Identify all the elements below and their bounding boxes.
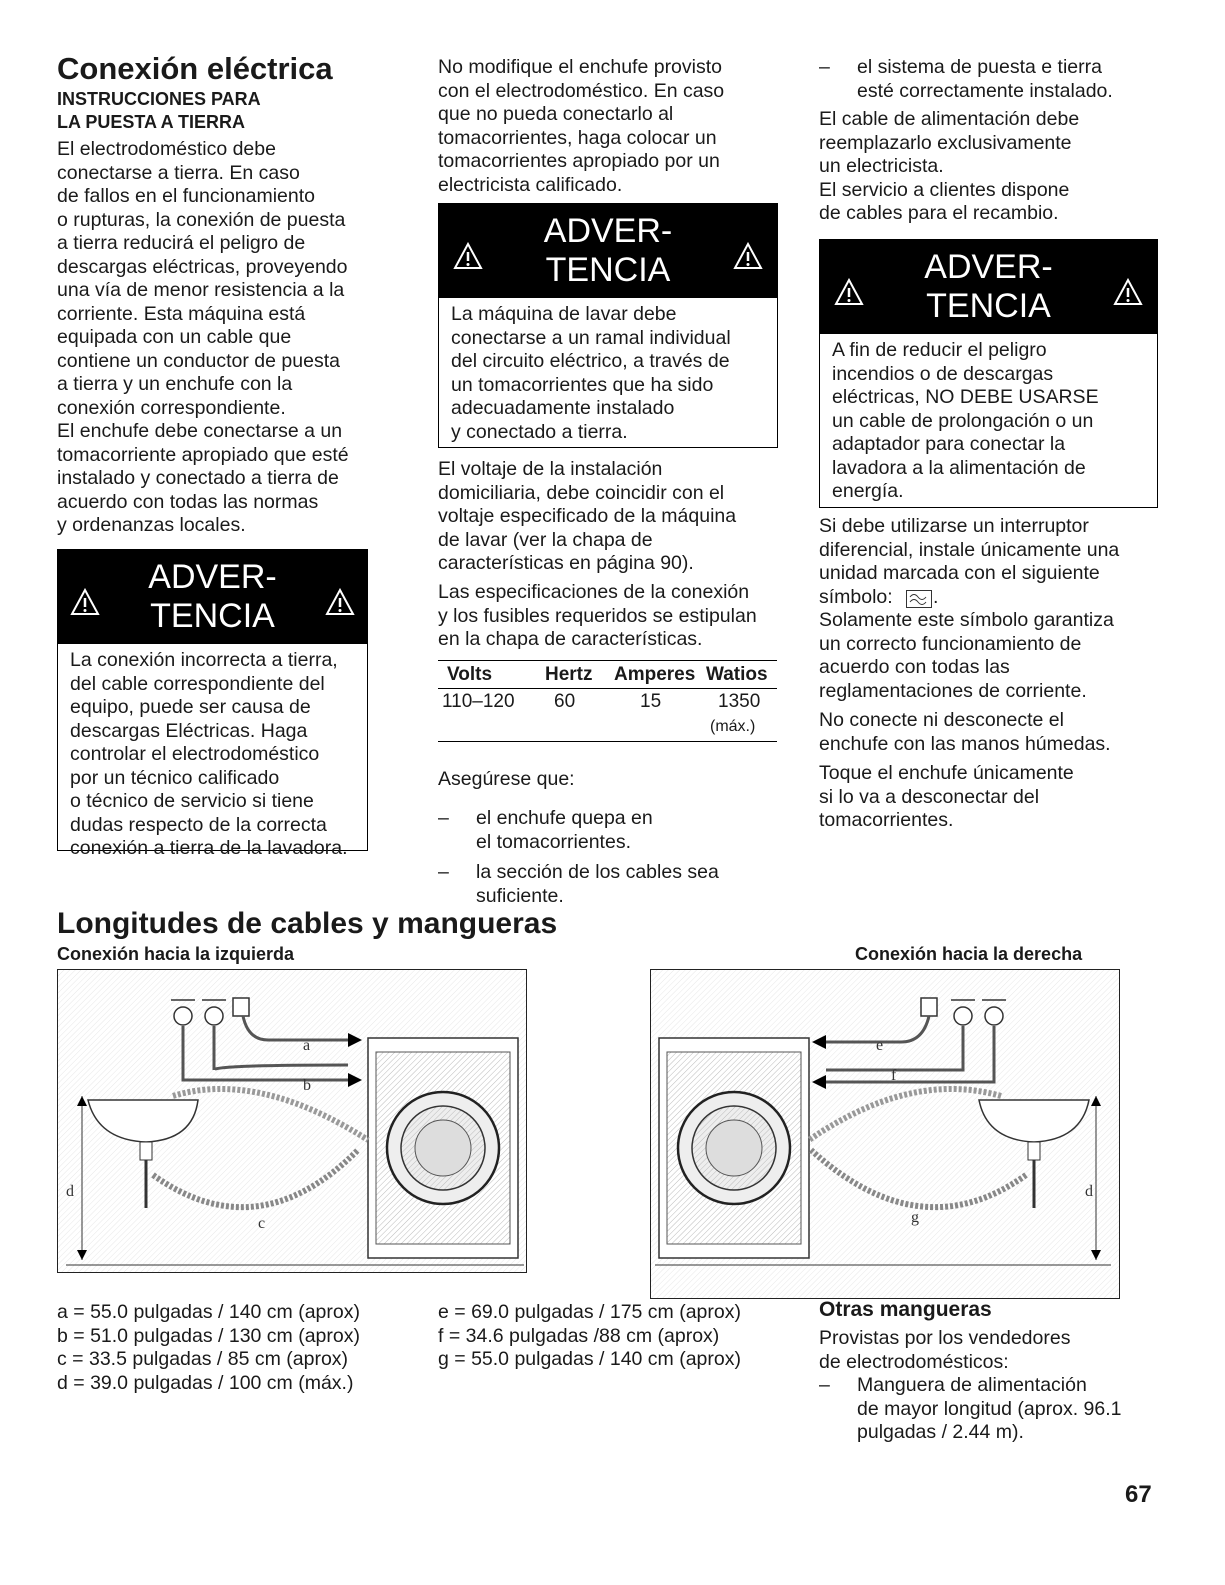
spec-table	[438, 660, 777, 742]
text-line: reemplazarlo exclusivamente	[819, 131, 1072, 154]
warning-line: adecuadamente instalado	[451, 397, 675, 419]
plug-paragraph	[438, 56, 783, 197]
text-line: El voltaje de la instalación	[438, 458, 663, 480]
left-connection-label: Conexión hacia la izquierda	[57, 944, 295, 964]
text-line: El electrodoméstico debe	[57, 138, 276, 160]
text-line: El cable de alimentación debe	[819, 108, 1080, 130]
warning-line: descargas Eléctricas. Haga	[70, 719, 308, 742]
text-line: a tierra y un enchufe con la	[57, 373, 293, 395]
text-line: contiene un conductor de puesta	[57, 349, 340, 372]
text-line: una vía de menor resistencia a la	[57, 279, 345, 301]
text-line: domiciliaria, debe coincidir con el	[438, 481, 725, 504]
specs-paragraph	[438, 581, 783, 652]
bullet-line: el sistema de puesta e tierra	[857, 56, 1102, 78]
warning-text	[820, 334, 1157, 510]
label-c: c	[258, 1215, 266, 1232]
warning-header	[58, 550, 367, 644]
text-line: equipada con un cable que	[57, 326, 292, 348]
section-title-lengths: Longitudes de cables y mangueras	[57, 907, 558, 940]
text-line: Las especificaciones de la conexión	[438, 581, 750, 603]
grounding-bullet	[819, 56, 1159, 103]
rcd-symbol-icon	[906, 590, 932, 608]
warning-title-1: ADVER-	[148, 558, 277, 596]
warning-line: dudas respecto de la correcta	[70, 813, 327, 836]
text-line: y ordenanzas locales.	[57, 514, 246, 536]
right-connection-label: Conexión hacia la derecha	[855, 944, 1083, 964]
bullet-line: Manguera de alimentación	[857, 1374, 1087, 1396]
spec-header-watios: Watios	[706, 664, 768, 685]
warning-header	[439, 204, 777, 298]
bullet-dash: –	[438, 807, 449, 829]
label-d: d	[66, 1183, 74, 1200]
warning-line: adaptador para conectar la	[832, 433, 1066, 455]
warning-text	[439, 298, 777, 450]
text-line: Si debe utilizarse un interruptor	[819, 515, 1089, 537]
spec-hertz: 60	[554, 691, 576, 712]
ensure-label: Asegúrese que:	[438, 768, 575, 790]
text-line: en la chapa de características.	[438, 628, 703, 650]
text-line: de fallos en el funcionamiento	[57, 185, 316, 207]
warning-line: La conexión incorrecta a tierra,	[70, 649, 338, 671]
spec-note: (máx.)	[710, 718, 756, 735]
warning-title-2: TENCIA	[150, 597, 275, 635]
warning-line: conectarse a un ramal individual	[451, 326, 731, 349]
text-line: de cables para el recambio.	[819, 202, 1059, 224]
warning-line: y conectado a tierra.	[451, 420, 628, 443]
text-line: de electrodomésticos:	[819, 1350, 1009, 1373]
bullet-item	[438, 861, 783, 908]
text-line: acuerdo con todas las normas	[57, 490, 319, 513]
bullet-dash: –	[438, 861, 449, 883]
text-line: de lavar (ver la chapa de	[438, 528, 653, 551]
label-g: g	[911, 1209, 919, 1226]
warning-line: conexión a tierra de la lavadora.	[70, 837, 348, 859]
warning-box-2	[438, 203, 778, 448]
text-line: a tierra reducirá el peligro de	[57, 232, 306, 254]
warning-line: energía.	[832, 480, 904, 502]
measurement-line: a = 55.0 pulgadas / 140 cm (aprox)	[57, 1301, 360, 1323]
measures-right	[438, 1301, 741, 1372]
warning-line: por un técnico calificado	[70, 766, 280, 789]
label-d: d	[1085, 1183, 1093, 1200]
warning-line: A fin de reducir el peligro	[832, 339, 1047, 361]
text-line: electricista calificado.	[438, 173, 623, 196]
bullet-line: el enchufe quepa en	[476, 807, 653, 829]
spec-header-volts: Volts	[447, 664, 493, 685]
warning-line: un tomacorrientes que ha sido	[451, 373, 714, 396]
warning-line: o técnico de servicio si tiene	[70, 790, 314, 812]
warning-line: lavadora a la alimentación de	[832, 456, 1086, 479]
bullet-line: suficiente.	[476, 884, 564, 907]
text-line: Toque el enchufe únicamente	[819, 762, 1074, 784]
text-line: símbolo:	[819, 585, 893, 608]
text-line: instalado y conectado a tierra de	[57, 467, 339, 489]
wet-hands-paragraph	[819, 709, 1164, 756]
text-line: diferencial, instale únicamente una	[819, 538, 1120, 561]
warning-line: del circuito eléctrico, a través de	[451, 350, 730, 372]
spec-header-hertz: Hertz	[545, 664, 593, 685]
text-line: conexión correspondiente.	[57, 396, 286, 419]
warning-box-3	[819, 239, 1158, 508]
label-b: b	[303, 1077, 311, 1094]
measurement-line: g = 55.0 pulgadas / 140 cm (aprox)	[438, 1348, 741, 1370]
warning-title-2: TENCIA	[545, 251, 671, 289]
warning-box-1	[57, 549, 368, 859]
warning-triangle-icon	[325, 588, 355, 616]
warning-line: un cable de prolongación o un	[832, 409, 1094, 432]
bullet-item	[819, 56, 1159, 103]
text-line: si lo va a desconectar del	[819, 785, 1040, 808]
warning-text	[58, 644, 367, 867]
warning-triangle-icon	[1113, 278, 1143, 306]
subtitle-line-1: INSTRUCCIONES PARA	[57, 89, 261, 109]
other-hoses-text	[819, 1327, 1164, 1445]
spec-header-amperes: Amperes	[614, 664, 696, 685]
bullet-line: de mayor longitud (aprox. 96.1	[857, 1397, 1122, 1420]
warning-title-1: ADVER-	[924, 248, 1053, 286]
text-line: acuerdo con todas las	[819, 656, 1010, 678]
measurement-line: f = 34.6 pulgadas /88 cm (aprox)	[438, 1324, 720, 1347]
spec-volts: 110–120	[442, 691, 515, 712]
label-a: a	[303, 1037, 311, 1054]
warning-line: eléctricas, NO DEBE USARSE	[832, 386, 1099, 408]
warning-title-1: ADVER-	[543, 212, 673, 250]
bullet-item	[819, 1374, 1164, 1445]
text-line: El servicio a clientes dispone	[819, 178, 1070, 201]
other-hoses-title: Otras mangueras	[819, 1298, 992, 1321]
text-line: o rupturas, la conexión de puesta	[57, 208, 346, 231]
bullet-line: el tomacorrientes.	[476, 830, 631, 853]
spec-watios: 1350	[718, 691, 761, 712]
text-line: enchufe con las manos húmedas.	[819, 732, 1111, 755]
text-line: tomacorriente apropiado que esté	[57, 443, 349, 466]
text-line: tomacorrientes.	[819, 809, 954, 831]
right-connection-diagram	[650, 969, 1120, 1299]
ensure-list	[438, 807, 783, 908]
warning-line: del cable correspondiente del	[70, 672, 325, 695]
text-line: unidad marcada con el siguiente	[819, 562, 1100, 584]
warning-title-2: TENCIA	[926, 287, 1051, 325]
grounding-paragraph	[57, 138, 387, 538]
measures-left	[57, 1301, 360, 1395]
section-title-electrical: Conexión eléctrica	[57, 51, 333, 86]
label-e: e	[876, 1037, 884, 1054]
measurement-line: b = 51.0 pulgadas / 130 cm (aprox)	[57, 1324, 360, 1347]
text-line: un electricista.	[819, 155, 944, 177]
page-number: 67	[1125, 1481, 1152, 1508]
measurement-line: c = 33.5 pulgadas / 85 cm (aprox)	[57, 1348, 349, 1370]
text-line: Provistas por los vendedores	[819, 1327, 1071, 1349]
cable-paragraph	[819, 108, 1159, 226]
text-line: con el electrodoméstico. En caso	[438, 79, 725, 102]
label-f: f	[891, 1067, 897, 1084]
text-line: El enchufe debe conectarse a un	[57, 420, 343, 442]
touch-plug-paragraph	[819, 762, 1164, 833]
warning-line: equipo, puede ser causa de	[70, 696, 311, 718]
text-line: características en página 90).	[438, 552, 694, 574]
bullet-dash: –	[819, 56, 830, 78]
bullet-dash: –	[819, 1374, 830, 1396]
text-line: un correcto funcionamiento de	[819, 632, 1082, 655]
spec-amperes: 15	[640, 691, 662, 712]
text-line: No modifique el enchufe provisto	[438, 56, 722, 78]
text-line: que no pueda conectarlo al	[438, 103, 674, 125]
left-connection-diagram	[57, 969, 527, 1273]
bullet-item	[438, 807, 783, 854]
bullet-line: esté correctamente instalado.	[857, 79, 1113, 102]
text-line: tomacorrientes, haga colocar un	[438, 126, 717, 149]
warning-header	[820, 240, 1157, 334]
warning-line: incendios o de descargas	[832, 362, 1054, 385]
text-line: conectarse a tierra. En caso	[57, 161, 300, 184]
text-line: reglamentaciones de corriente.	[819, 679, 1087, 702]
measurement-line: d = 39.0 pulgadas / 100 cm (máx.)	[57, 1371, 354, 1394]
warning-triangle-icon	[733, 242, 763, 270]
washer-right-illustration	[651, 970, 1119, 1298]
subtitle-line-2: LA PUESTA A TIERRA	[57, 112, 245, 132]
text-line: voltaje especificado de la máquina	[438, 505, 737, 527]
bullet-line: pulgadas / 2.44 m).	[857, 1421, 1024, 1443]
text-line: tomacorrientes apropiado por un	[438, 150, 720, 172]
measurement-line: e = 69.0 pulgadas / 175 cm (aprox)	[438, 1301, 741, 1323]
warning-line: La máquina de lavar debe	[451, 303, 677, 325]
text-line: corriente. Esta máquina está	[57, 302, 306, 325]
text-line: descargas eléctricas, proveyendo	[57, 255, 348, 278]
breaker-paragraph	[819, 515, 1164, 703]
warning-line: controlar el electrodoméstico	[70, 743, 320, 765]
text-line: Solamente este símbolo garantiza	[819, 609, 1114, 631]
text-line: y los fusibles requeridos se estipulan	[438, 604, 757, 627]
bullet-line: la sección de los cables sea	[476, 861, 719, 883]
washer-left-illustration	[58, 970, 526, 1272]
text-line: No conecte ni desconecte el	[819, 709, 1064, 731]
voltage-paragraph	[438, 458, 783, 576]
